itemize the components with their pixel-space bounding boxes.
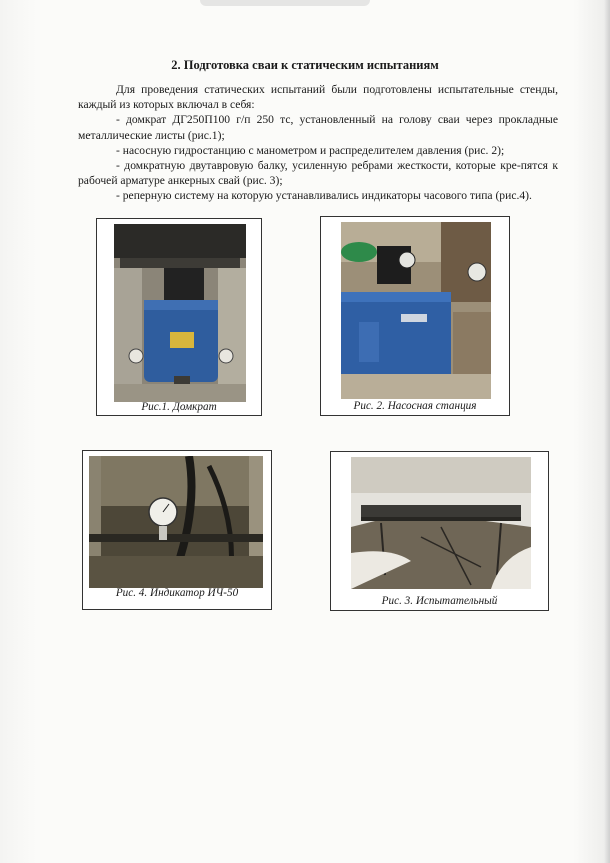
paragraph-intro: Для проведения статических испытаний были подготовлены испытательные стенды, каждый из которых включал в себя: xyxy=(78,83,558,112)
paragraph-item-beam: - домкратную двутавровую балку, усиленную ребрами жесткости, которые кре-пятся к рабочей арматуре анкерных свай (рис. 3); xyxy=(78,159,558,188)
photo-test-setup xyxy=(351,457,531,589)
figure-jack xyxy=(96,218,262,416)
scan-smudge xyxy=(200,0,370,6)
caption-fig4: Рис. 4. Индикатор ИЧ-50 xyxy=(115,587,239,599)
jack-image xyxy=(114,224,246,402)
paragraph-item-reference: - реперную систему на которую устанавливались индикаторы часового типа (рис.4). xyxy=(116,189,532,203)
figure-indicator xyxy=(82,450,272,610)
test-setup-image xyxy=(351,457,531,589)
figure-test-setup xyxy=(330,451,549,611)
paragraph-item-pump: - насосную гидростанцию с манометром и распределителем давления (рис. 2); xyxy=(116,143,505,157)
scan-edge xyxy=(604,0,610,863)
photo-jack xyxy=(114,224,246,402)
caption-fig3: Рис. 3. Испытательный xyxy=(381,595,498,607)
photo-indicator xyxy=(89,456,263,588)
figure-pump-station xyxy=(320,216,510,416)
section-heading: 2. Подготовка сваи к статическим испытаниям xyxy=(171,58,439,72)
indicator-image xyxy=(89,456,263,588)
pump-station-image xyxy=(341,222,491,399)
caption-fig2: Рис. 2. Насосная станция xyxy=(353,400,477,412)
paragraph-item-jack: - домкрат ДГ250П100 г/п 250 тс, установленный на голову сваи через прокладные металлические листы (рис.1); xyxy=(78,113,558,142)
caption-fig1: Рис.1. Домкрат xyxy=(141,401,217,413)
body-text xyxy=(78,82,558,204)
photo-pump-station xyxy=(341,222,491,399)
